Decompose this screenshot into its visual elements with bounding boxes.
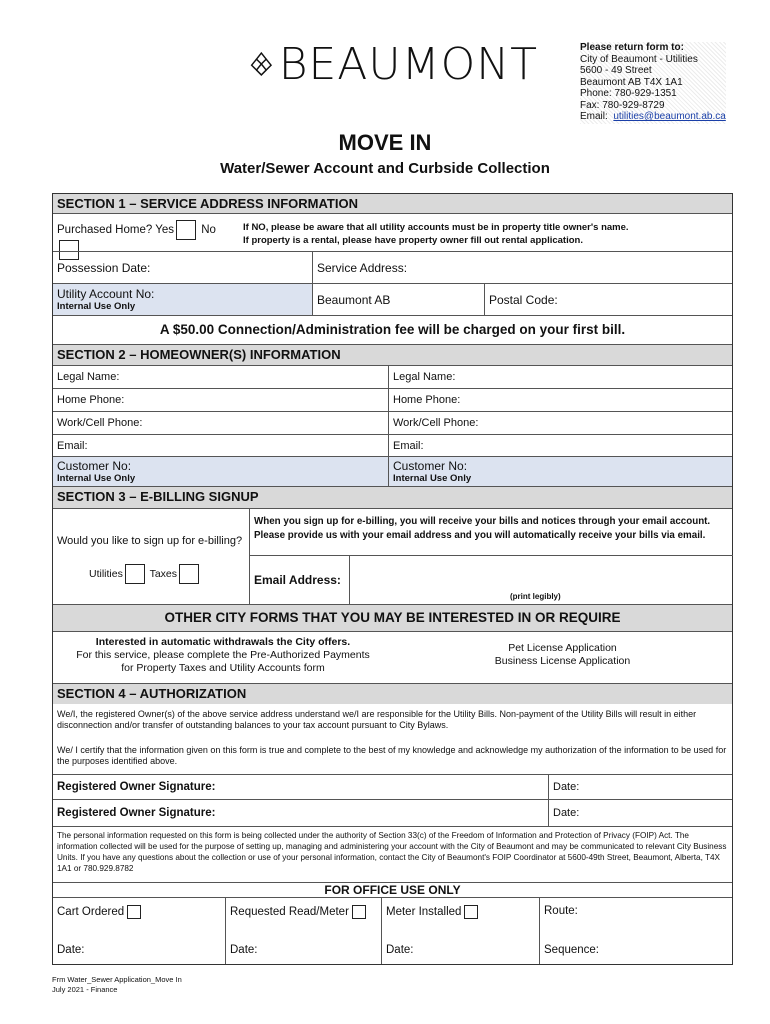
city-field: Beaumont AB <box>312 284 484 315</box>
ebilling-question: Would you like to sign up for e-billing? <box>57 535 243 547</box>
notice-rental: If property is a rental, please have property owner fill out rental application. <box>243 235 583 246</box>
signature-date-field-2[interactable]: Date: <box>548 800 732 826</box>
customer-no-label: Customer No: <box>393 459 468 473</box>
ebilling-info: When you sign up for e-billing, you will receive your bills and notices through your email account. Please provide us with your email address and you will automatically receive your bills via email. <box>254 516 711 541</box>
logo-text: BEAUMONT <box>278 38 538 90</box>
utility-account-field <box>53 284 312 315</box>
business-license-link[interactable]: Business License Application <box>494 655 631 667</box>
return-address-box <box>580 42 726 124</box>
move-in-form <box>52 193 733 965</box>
form-footer <box>52 975 182 995</box>
internal-use-label: Internal Use Only <box>393 473 472 484</box>
customer-no-label: Customer No: <box>57 459 132 473</box>
internal-use-label: Internal Use Only <box>57 301 136 312</box>
possession-row <box>53 251 732 283</box>
legal-name-field-2[interactable]: Legal Name: <box>388 366 732 388</box>
email-label: Email: <box>580 111 608 122</box>
fee-notice: A $50.00 Connection/Administration fee will be charged on your first bill. <box>53 315 732 344</box>
footer-date: July 2021 - Finance <box>52 985 118 994</box>
pet-license-link[interactable]: Pet License Application <box>508 642 617 654</box>
authorization-p1: We/I, the registered Owner(s) of the above service address understand we/I are responsible for the Utility Bills. Non-payment of the Utility Bills will result in either disconnection and/or transfer of outstanding balances to your tax account pursuant to City Bylaws. <box>57 709 697 730</box>
sequence-field[interactable]: Sequence: <box>544 944 599 956</box>
taxes-checkbox[interactable] <box>179 564 199 584</box>
notice-title-owner: If NO, please be aware that all utility accounts must be in property title owner's name. <box>243 222 629 233</box>
customer-no-row <box>53 456 732 486</box>
cart-ordered-checkbox[interactable] <box>127 905 141 919</box>
authorization-p2: We/ I certify that the information given on this form is true and complete to the best of my knowledge and acknowledge my authorization of the information to be used for the purposes identified above. <box>57 745 727 766</box>
beaumont-leaf-icon <box>248 42 275 86</box>
auto-withdrawal-title: Interested in automatic withdrawals the City offers. <box>95 636 351 648</box>
section-2-heading: SECTION 2 – HOMEOWNER(S) INFORMATION <box>53 344 732 365</box>
office-date-3: Date: <box>386 944 414 956</box>
internal-use-label: Internal Use Only <box>57 473 136 484</box>
auto-withdrawal-line2: for Property Taxes and Utility Accounts form <box>121 662 325 674</box>
other-forms-heading: OTHER CITY FORMS THAT YOU MAY BE INTERESTED IN OR REQUIRE <box>53 604 732 631</box>
email-field-2[interactable]: Email: <box>388 435 732 456</box>
requested-read-checkbox[interactable] <box>352 905 366 919</box>
email-field-1[interactable]: Email: <box>57 440 88 452</box>
office-use-heading: FOR OFFICE USE ONLY <box>53 882 732 897</box>
legal-name-row <box>53 365 732 388</box>
section-4-heading: SECTION 4 – AUTHORIZATION <box>53 683 732 704</box>
requested-read-label: Requested Read/Meter <box>230 906 349 919</box>
beaumont-logo <box>248 38 538 90</box>
ebilling-question-cell <box>53 509 249 604</box>
yes-checkbox[interactable] <box>176 220 196 240</box>
work-phone-field-2[interactable]: Work/Cell Phone: <box>388 412 732 434</box>
signature-date-field-1[interactable]: Date: <box>548 775 732 799</box>
signature-row-1 <box>53 774 732 799</box>
authorization-text <box>53 704 732 774</box>
customer-no-field-1 <box>53 457 388 486</box>
ebilling-row <box>53 508 732 604</box>
section-3-heading: SECTION 3 – E-BILLING SIGNUP <box>53 486 732 508</box>
return-line: City of Beaumont - Utilities <box>580 53 698 65</box>
return-line: Phone: 780-929-1351 <box>580 88 677 99</box>
footer-form-id: Frm Water_Sewer Application_Move In <box>52 975 182 984</box>
email-link[interactable]: utilities@beaumont.ab.ca <box>613 111 726 122</box>
return-line: Fax: 780-929-8729 <box>580 99 665 111</box>
return-heading: Please return form to: <box>580 42 684 53</box>
utility-account-label: Utility Account No: <box>57 287 155 301</box>
owner-signature-field-1[interactable]: Registered Owner Signature: <box>57 781 216 793</box>
print-legibly-note: (print legibly) <box>510 592 561 601</box>
purchased-row <box>53 213 732 251</box>
taxes-label: Taxes <box>149 567 178 580</box>
customer-no-field-2 <box>388 457 732 486</box>
office-use-row <box>53 897 732 964</box>
work-phone-row <box>53 411 732 434</box>
utility-account-row <box>53 283 732 315</box>
email-address-label: Email Address: <box>250 556 350 606</box>
auto-withdrawal-line1: For this service, please complete the Pre-Authorized Payments <box>76 649 370 661</box>
home-phone-field-2[interactable]: Home Phone: <box>388 389 732 411</box>
meter-installed-checkbox[interactable] <box>464 905 478 919</box>
route-field[interactable]: Route: <box>544 905 578 917</box>
home-phone-field-1[interactable]: Home Phone: <box>57 394 125 406</box>
legal-name-field-1[interactable]: Legal Name: <box>57 371 120 383</box>
other-forms-row <box>53 631 732 681</box>
meter-installed-label: Meter Installed <box>386 906 462 919</box>
foip-notice: The personal information requested on this form is being collected under the authority of Section 33(c) of the Freedom of Information and Protection of Privacy (FOIP) Act. The information collected will be used for the purpose of setting up, managing and administering your account with the City of Beaumont and may be communicated to relevant City Business Units. If you have any questions about the collection or use of your personal information, contact the City of Beaumont's FOIP Coordinator at 5600-49th Street, Beaumont, Alberta, T4X 1A1 or 780.929.8782 <box>53 826 732 882</box>
purchased-label: Purchased Home? Yes <box>57 224 174 237</box>
page-subtitle: Water/Sewer Account and Curbside Collection <box>220 160 550 177</box>
possession-date-field[interactable]: Possession Date: <box>57 261 151 275</box>
signature-row-2 <box>53 799 732 826</box>
office-date-2: Date: <box>230 944 258 956</box>
page-title: MOVE IN <box>338 130 432 155</box>
cart-ordered-label: Cart Ordered <box>57 906 125 919</box>
home-phone-row <box>53 388 732 411</box>
ebilling-info-cell <box>249 509 732 604</box>
office-date-1: Date: <box>57 944 85 956</box>
section-1-heading: SECTION 1 – SERVICE ADDRESS INFORMATION <box>53 194 732 213</box>
no-label: No <box>201 224 216 237</box>
owner-signature-field-2[interactable]: Registered Owner Signature: <box>57 807 216 819</box>
postal-code-field[interactable]: Postal Code: <box>484 284 732 315</box>
return-line: Beaumont AB T4X 1A1 <box>580 76 683 88</box>
email-row <box>53 434 732 456</box>
utilities-checkbox[interactable] <box>125 564 145 584</box>
service-address-field[interactable]: Service Address: <box>312 252 732 283</box>
return-line: 5600 - 49 Street <box>580 65 652 76</box>
utilities-label: Utilities <box>89 567 123 580</box>
work-phone-field-1[interactable]: Work/Cell Phone: <box>57 417 143 429</box>
